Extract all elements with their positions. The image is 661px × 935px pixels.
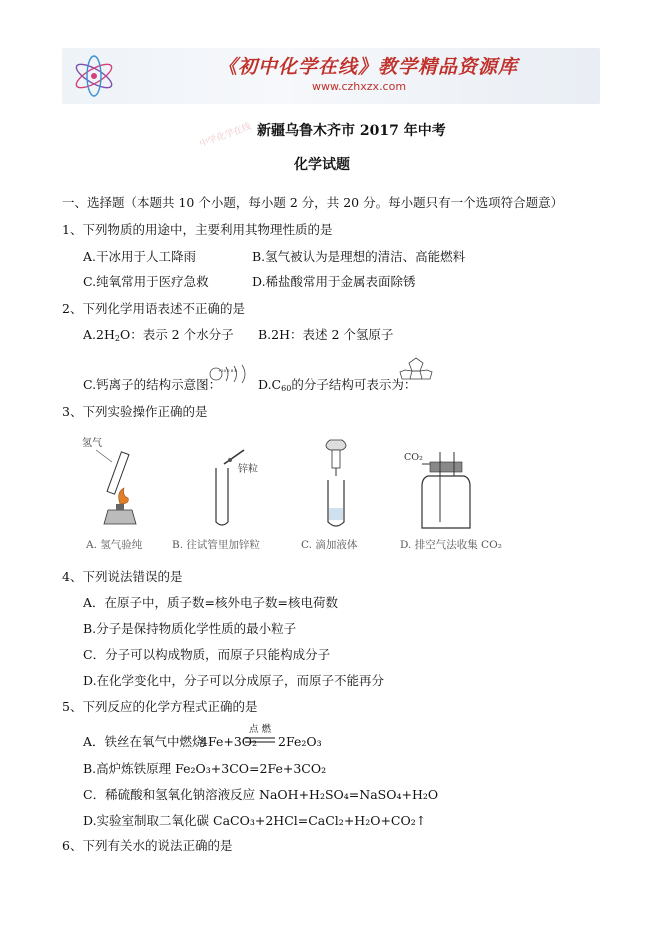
q4-stem: 4、下列说法错误的是 <box>62 569 183 584</box>
figure-d-gas-bottle <box>400 446 480 532</box>
q1-option-d: D.稀盐酸常用于金属表面除锈 <box>252 274 416 289</box>
caption-c: C. 滴加液体 <box>301 539 358 551</box>
q2-option-b: B.2H：表述 2 个氢原子 <box>258 327 394 342</box>
caption-a: A. 氢气验纯 <box>86 539 143 551</box>
q5-option-a-left: 4Fe+3O₂ <box>200 734 258 749</box>
watermark: 中学化学在线 <box>198 121 253 150</box>
q1-option-a: A.干冰用于人工降雨 <box>83 249 197 264</box>
q5-option-d: D.实验室制取二氧化碳 CaCO₃+2HCl=CaCl₂+H₂O+CO₂↑ <box>83 813 427 828</box>
equals-sign-icon <box>245 737 275 743</box>
ion-label: +20 2 8 8 <box>218 368 237 373</box>
banner-title: 《初中化学在线》教学精品资源库 <box>218 56 519 78</box>
figure-b-adding-zinc <box>200 440 270 530</box>
q5-option-b: B.高炉炼铁原理 Fe₂O₃+3CO=2Fe+3CO₂ <box>83 761 327 776</box>
header-banner <box>62 48 600 104</box>
q5-option-a-condition: 点 燃 <box>249 724 272 735</box>
q5-option-a-right: 2Fe₂O₃ <box>278 734 322 749</box>
q2-option-d: $D.C_{60}$的分子结构可表示为： <box>258 377 417 393</box>
banner-url: www.czhxzx.com <box>312 80 407 93</box>
figure-c-dropper <box>312 436 362 531</box>
h2-label: 氢气 <box>82 438 102 449</box>
q1-option-c: C.纯氧常用于医疗急救 <box>83 274 209 289</box>
caption-b: B. 往试管里加锌粒 <box>172 539 260 551</box>
figure-a-hydrogen-test <box>80 432 160 527</box>
q2-option-c: C.钙离子的结构示意图： <box>83 377 222 392</box>
q5-option-c: C．稀硫酸和氢氧化钠溶液反应 NaOH+H₂SO₄=NaSO₄+H₂O <box>83 787 439 802</box>
q4-option-d: D.在化学变化中，分子可以分成原子，而原子不能再分 <box>83 673 385 688</box>
q2-stem: 2、下列化学用语表述不正确的是 <box>62 301 245 316</box>
section-heading: 一、选择题（本题共 10 个小题，每小题 2 分，共 20 分。每小题只有一个选项符合题意） <box>62 195 564 210</box>
zinc-label: 锌粒 <box>238 464 258 475</box>
q4-option-c: C．分子可以构成物质，而原子只能构成分子 <box>83 647 331 662</box>
exam-title: 新疆乌鲁木齐市 2017 年中考 <box>257 123 446 139</box>
q2-option-a: $A.2H_2O$：表示 2 个水分子 <box>83 327 234 343</box>
calcium-ion-diagram <box>208 363 252 385</box>
exam-subtitle: 化学试题 <box>294 157 350 173</box>
q5-stem: 5、下列反应的化学方程式正确的是 <box>62 699 258 714</box>
c60-structure-icon <box>397 356 435 384</box>
q4-option-b: B.分子是保持物质化学性质的最小粒子 <box>83 621 297 636</box>
caption-d: D. 排空气法收集 CO₂ <box>400 539 502 551</box>
q5-option-a-text: A．铁丝在氧气中燃烧 <box>83 734 205 749</box>
q6-stem: 6、下列有关水的说法正确的是 <box>62 838 233 853</box>
co2-label: CO₂ <box>404 452 423 463</box>
q1-option-b: B.氢气被认为是理想的清洁、高能燃料 <box>252 249 466 264</box>
q3-stem: 3、下列实验操作正确的是 <box>62 404 208 419</box>
atom-logo-icon <box>70 52 118 100</box>
q4-option-a: A．在原子中，质子数=核外电子数=核电荷数 <box>83 595 338 610</box>
q1-stem: 1、下列物质的用途中，主要利用其物理性质的是 <box>62 222 333 237</box>
